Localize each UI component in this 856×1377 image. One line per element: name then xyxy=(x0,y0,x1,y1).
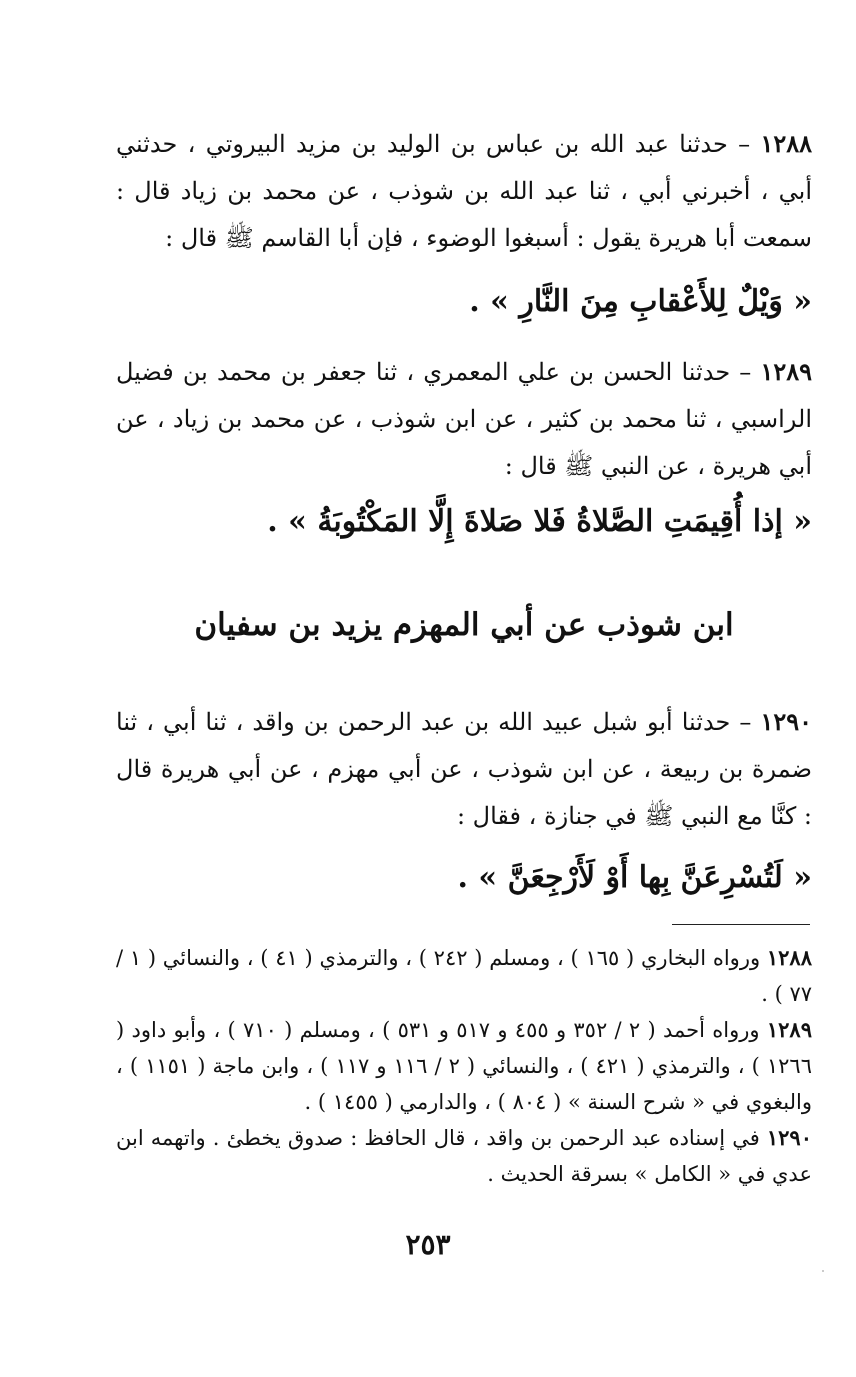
hadith-quote: « وَيْلٌ لِلأَعْقابِ مِنَ النَّارِ » . xyxy=(469,284,812,319)
hadith-1290 xyxy=(116,698,812,840)
page-number: ٢٥٣ xyxy=(405,1228,451,1261)
footnotes xyxy=(116,940,812,1192)
footnote-number: ١٢٨٩ xyxy=(766,1017,812,1042)
hadith-number: ١٢٨٩ xyxy=(760,357,812,386)
footnote-number: ١٢٨٨ xyxy=(766,945,812,970)
hadith-number: ١٢٨٨ xyxy=(760,129,812,158)
hadith-text: – حدثنا عبد الله بن عباس بن الوليد بن مزيد البيروتي ، حدثني أبي ، أخبرني أبي ، ثنا عبد الله بن شوذب ، عن محمد بن زياد قال : سمعت أبا هريرة يقول : أسبغوا الوضوء ، فإن أبا القاسم ﷺ قال : xyxy=(116,130,812,252)
section-title: ابن شوذب عن أبي المهزم يزيد بن سفيان xyxy=(194,607,734,643)
hadith-1289 xyxy=(116,348,812,490)
scan-speck xyxy=(822,1270,824,1272)
hadith-text: – حدثنا أبو شبل عبيد الله بن عبد الرحمن بن واقد ، ثنا أبي ، ثنا ضمرة بن ربيعة ، عن ابن شوذب ، عن أبي مهزم ، عن أبي هريرة قال : كنَّا مع النبي ﷺ في جنازة ، فقال : xyxy=(116,708,812,830)
footnote-text: ورواه أحمد ( ٢ / ٣٥٢ و ٤٥٥ و ٥١٧ و ٥٣١ ) ، ومسلم ( ٧١٠ ) ، وأبو داود ( ١٢٦٦ ) ، والترمذي ( ٤٢١ ) ، والنسائي ( ٢ / ١١٦ و ١١٧ ) ، وابن ماجة ( ١١٥١ ) ، والبغوي في « شرح السنة » ( ٨٠٤ ) ، والدارمي ( ١٤٥٥ ) . xyxy=(116,1018,812,1114)
footnote-number: ١٢٩٠ xyxy=(766,1125,812,1150)
footnote-text: ورواه البخاري ( ١٦٥ ) ، ومسلم ( ٢٤٢ ) ، والترمذي ( ٤١ ) ، والنسائي ( ١ / ٧٧ ) . xyxy=(116,946,812,1006)
footnote-text: في إسناده عبد الرحمن بن واقد ، قال الحافظ : صدوق يخطئ . واتهمه ابن عدي في « الكامل » بسرقة الحديث . xyxy=(116,1126,812,1186)
hadith-quote: « لَتُسْرِعَنَّ بِها أَوْ لَأَرْجِعَنَّ » . xyxy=(457,860,812,895)
footnote xyxy=(116,940,812,1012)
footnote-separator xyxy=(672,924,810,925)
hadith-number: ١٢٩٠ xyxy=(760,707,812,736)
hadith-1288 xyxy=(116,120,812,262)
hadith-quote: « إذا أُقِيمَتِ الصَّلاةُ فَلا صَلاةَ إِلَّا المَكْتُوبَةُ » . xyxy=(267,504,812,539)
footnote xyxy=(116,1012,812,1120)
footnote xyxy=(116,1120,812,1192)
hadith-text: – حدثنا الحسن بن علي المعمري ، ثنا جعفر بن محمد بن فضيل الراسبي ، ثنا محمد بن كثير ، عن ابن شوذب ، عن محمد بن زياد ، عن أبي هريرة ، عن النبي ﷺ قال : xyxy=(116,358,812,480)
